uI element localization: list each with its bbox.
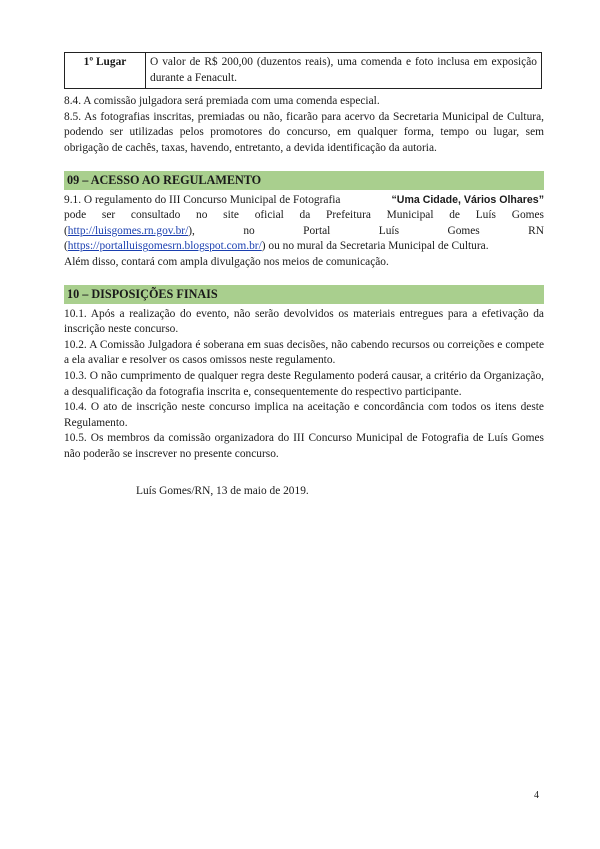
mural-text: ) ou no mural da Secretaria Municipal de Cultura. <box>261 240 489 253</box>
contest-name: “Uma Cidade, Vários Olhares” <box>391 193 544 206</box>
word-gomes: Gomes <box>447 224 480 237</box>
word-no: no <box>243 224 255 237</box>
paragraph-10-1: 10.1. Após a realização do evento, não serão devolvidos os materiais entregues para a efetivação da inscrição neste concurso. <box>64 307 544 336</box>
page-number: 4 <box>534 790 539 801</box>
open-paren: ( <box>64 224 68 237</box>
prize-table <box>64 52 542 89</box>
prize-place-cell: 1º Lugar <box>65 53 146 89</box>
portal-blog-link[interactable]: https://portalluisgomesrn.blogspot.com.br/ <box>67 240 262 253</box>
table-row <box>65 53 542 89</box>
close-paren: ), <box>188 224 195 237</box>
paragraph-8-4: 8.4. A comissão julgadora será premiada com uma comenda especial. <box>64 95 380 108</box>
date-line: Luís Gomes/RN, 13 de maio de 2019. <box>136 485 309 498</box>
paragraph-9-1-line-4 <box>64 239 544 255</box>
paragraph-9-1-line-1 <box>64 193 544 209</box>
regulation-text: 9.1. O regulamento do III Concurso Municipal de Fotografia <box>64 193 341 206</box>
prefeitura-site-link[interactable]: http://luisgomes.rn.gov.br/ <box>67 224 189 237</box>
word-portal: Portal <box>303 224 331 237</box>
paragraph-10-4: 10.4. O ato de inscrição neste concurso implica na aceitação e concordância com todos os itens deste Regulamento. <box>64 401 544 429</box>
paragraph-9-1-line-5: Além disso, contará com ampla divulgação nos meios de comunicação. <box>64 255 389 268</box>
prize-description-cell: O valor de R$ 200,00 (duzentos reais), uma comenda e foto inclusa em exposição durante a Fenacult. <box>146 53 542 89</box>
page-content <box>64 52 544 500</box>
paragraph-10-2: 10.2. A Comissão Julgadora é soberana em suas decisões, não cabendo recursos ou correições e compete a ela avaliar e resolver os casos omissos neste regulamento. <box>64 338 544 367</box>
word-rn: RN <box>528 224 544 237</box>
section-heading-09: 09 – ACESSO AO REGULAMENTO <box>64 171 544 190</box>
paragraph-9-1 <box>64 193 544 271</box>
section-heading-10: 10 – DISPOSIÇÕES FINAIS <box>64 285 544 304</box>
paragraph-9-1-line-2: pode ser consultado no site oficial da Prefeitura Municipal de Luís Gomes <box>64 209 544 222</box>
open-paren: ( <box>64 240 68 253</box>
paragraph-10-5: 10.5. Os membros da comissão organizadora do III Concurso Municipal de Fotografia de Luís Gomes não poderão se inscrever no presente concurso. <box>64 432 544 460</box>
word-luis: Luís <box>378 224 400 237</box>
paragraph-9-1-line-3 <box>64 224 544 240</box>
paragraph-8-5: 8.5. As fotografias inscritas, premiadas ou não, ficarão para acervo da Secretaria Municipal de Cultura, podendo ser utilizadas pelos promotores do concurso, em qualquer forma, tempo ou lugar, sem obrigação de cachês, taxas, havendo, entretanto, a devida identificação da autoria. <box>64 110 544 154</box>
paragraph-10-3: 10.3. O não cumprimento de qualquer regra deste Regulamento poderá causar, a critério da Organização, a desqualificação da fotografia inscrita e, consequentemente do respectivo participante. <box>64 369 544 398</box>
